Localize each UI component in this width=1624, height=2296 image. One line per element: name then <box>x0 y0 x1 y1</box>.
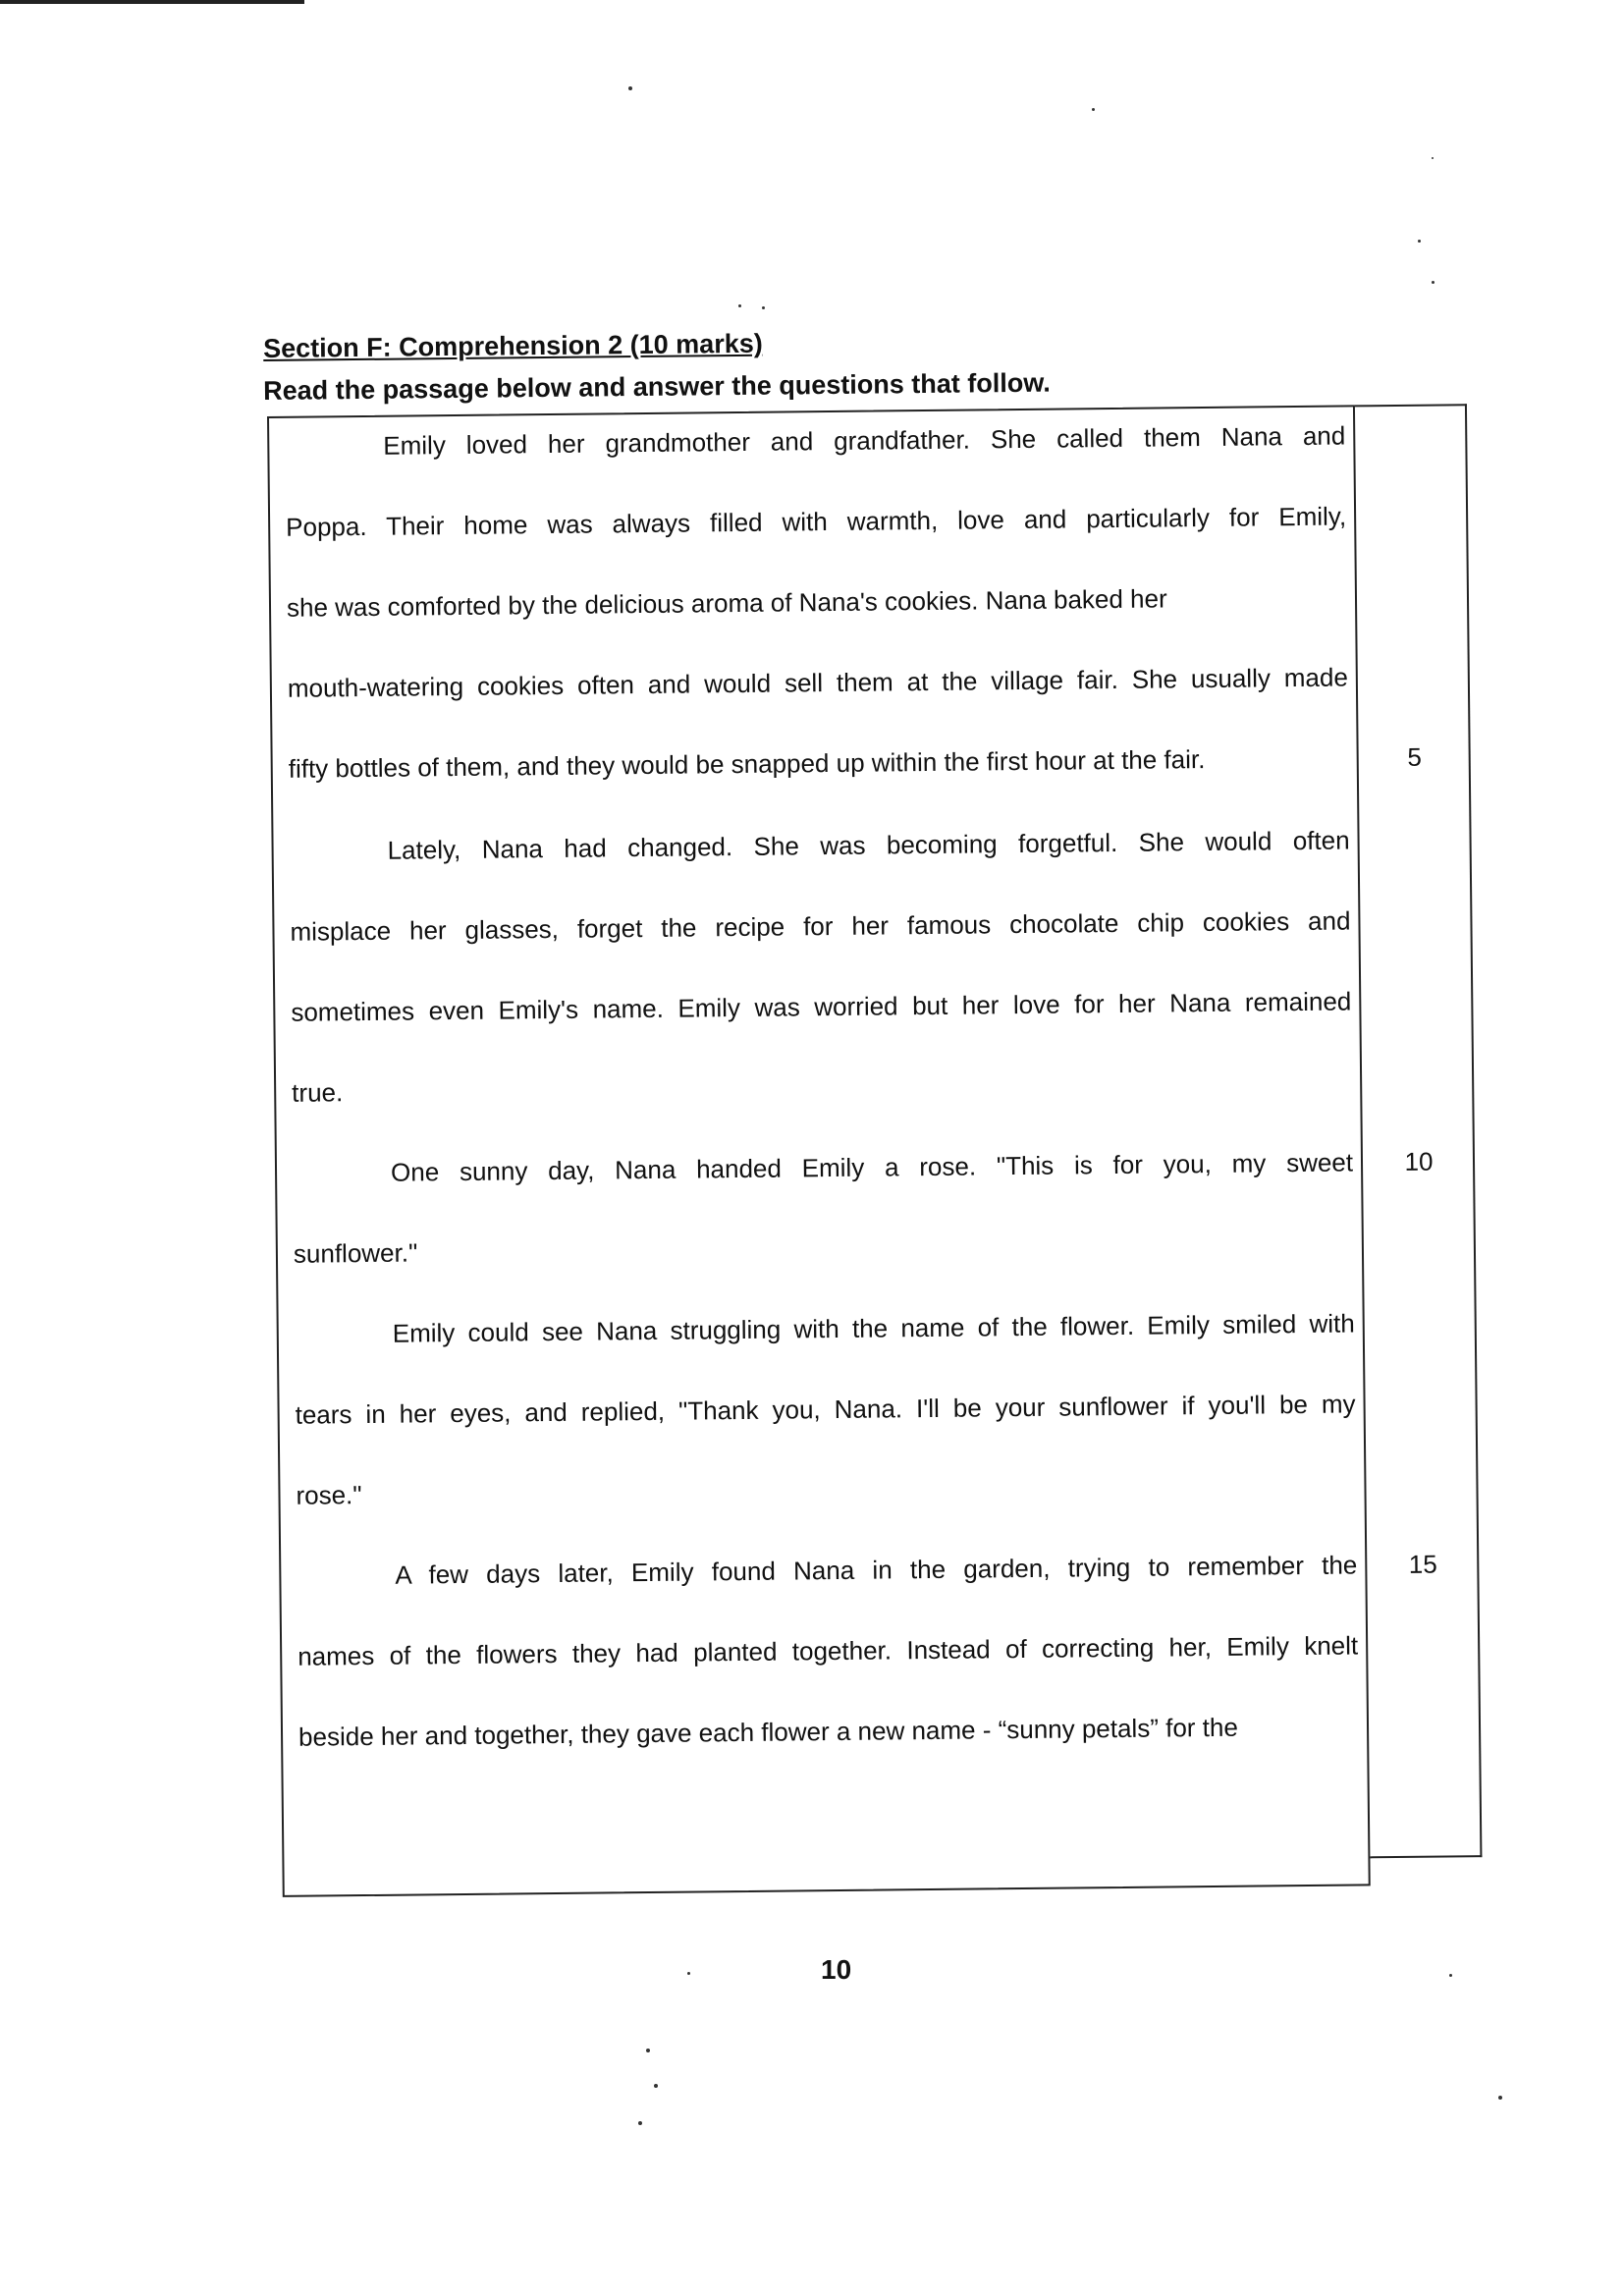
passage-line: mouth-watering cookies often and would sell them at the village fair. She usually made <box>287 662 1348 703</box>
passage-frame <box>267 404 1483 1897</box>
passage-line: beside her and together, they gave each flower a new name - “sunny petals” for the <box>298 1712 1238 1752</box>
passage-line: fifty bottles of them, and they would be snapped up within the first hour at the fair. <box>288 744 1206 784</box>
scan-speck <box>646 2049 650 2052</box>
passage-line: tears in her eyes, and replied, "Thank you, Nana. I'll be your sunflower if you'll be my <box>295 1389 1356 1430</box>
passage-line: A few days later, Emily found Nana in the garden, trying to remember the <box>395 1550 1358 1590</box>
passage-line: Emily could see Nana struggling with the name of the flower. Emily smiled with <box>392 1308 1355 1348</box>
top-rule <box>0 0 304 4</box>
passage-line: sunflower." <box>293 1237 418 1269</box>
scan-speck <box>687 1972 690 1975</box>
scan-speck <box>738 304 741 307</box>
passage-line: she was comforted by the delicious aroma of Nana's cookies. Nana baked her <box>286 583 1167 623</box>
line-number: 10 <box>1404 1146 1434 1176</box>
scan-speck <box>1498 2096 1502 2100</box>
passage-line: rose." <box>296 1480 362 1510</box>
passage-line: Emily loved her grandmother and grandfather. She called them Nana and <box>383 420 1346 461</box>
scan-speck <box>1449 1974 1452 1977</box>
line-number: 15 <box>1408 1549 1437 1579</box>
passage-line: One sunny day, Nana handed Emily a rose. "This is for you, my sweet <box>390 1147 1354 1187</box>
scan-speck <box>1432 281 1435 284</box>
scan-speck <box>638 2121 642 2125</box>
passage-line: sometimes even Emily's name. Emily was worried but her love for her Nana remained <box>291 986 1352 1027</box>
scan-speck <box>1092 108 1095 111</box>
scan-speck <box>1418 240 1421 243</box>
passage-line: names of the flowers they had planted together. Instead of correcting her, Emily knelt <box>298 1630 1359 1671</box>
instruction-text: Read the passage below and answer the questions that follow. <box>263 367 1051 406</box>
passage-line: true. <box>292 1077 344 1108</box>
passage-box <box>267 405 1371 1897</box>
page-number: 10 <box>821 1954 852 1985</box>
passage-line: Lately, Nana had changed. She was becoming forgetful. She would often <box>387 825 1350 865</box>
passage-line: misplace her glasses, forget the recipe for her famous chocolate chip cookies and <box>290 905 1351 947</box>
scan-speck <box>762 306 765 309</box>
scan-speck <box>1432 157 1434 159</box>
line-number: 5 <box>1407 741 1423 772</box>
scan-speck <box>628 86 632 90</box>
passage-line: Poppa. Their home was always filled with warmth, love and particularly for Emily, <box>286 501 1347 542</box>
scan-speck <box>654 2084 658 2088</box>
line-number-column <box>1355 404 1482 1858</box>
section-heading: Section F: Comprehension 2 (10 marks) <box>263 328 763 363</box>
